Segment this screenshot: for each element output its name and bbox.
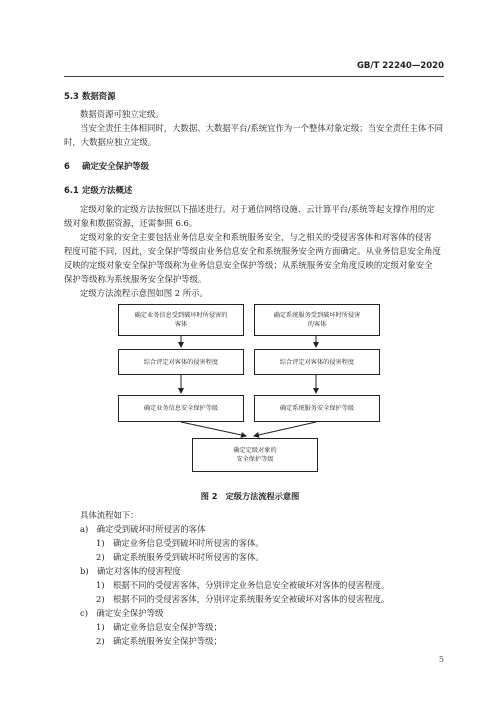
paragraph-line: 定级方法流程示意图如图 2 所示。 <box>80 288 208 298</box>
section-number: 6 <box>64 161 70 171</box>
box-line: 确定业务信息受到破坏时所侵害的 <box>134 312 228 319</box>
list-item-b2: 2) 根据不同的受侵害客体，分别评定系统服务安全被破坏对客体的侵害程度。 <box>96 594 390 604</box>
list-item-b: b) 确定对客体的侵害程度 <box>80 566 181 576</box>
paragraph-line: 定级对象的定级方法按照以下描述进行。对于通信网络设施、云计算平台/系统等起支撑作用的定 <box>80 204 435 214</box>
flow-box-identify-business-object <box>118 304 244 336</box>
list-item-c2: 2) 确定系统服务安全保护等级； <box>96 636 222 646</box>
box-line: 的客体 <box>307 321 327 328</box>
paragraph-line: 定级对象的安全主要包括业务信息安全和系统服务安全，与之相关的受侵害客体和对客体的侵害 <box>80 232 432 242</box>
paragraph-line: 级对象和数据资源，还需参照 6.6。 <box>64 218 198 228</box>
list-item-c: c) 确定安全保护等级 <box>80 608 164 618</box>
box-text: 综合评定对客体的侵害程度 <box>279 358 355 366</box>
procedure-intro: 具体流程如下： <box>80 510 139 520</box>
section-title: 数据资源 <box>82 91 116 101</box>
arrow-left-merge <box>181 422 246 436</box>
standard-number: GB/T 22240—2020 <box>356 61 444 71</box>
flow-box-business-security-level <box>118 395 244 422</box>
flow-box-assess-business-damage <box>118 349 244 375</box>
list-item-a1: 1) 确定业务信息受到破坏时所侵害的客体。 <box>96 538 264 548</box>
list-item-b1: 1) 根据不同的受侵害客体，分别评定业务信息安全被破坏对客体的侵害程度。 <box>96 580 390 590</box>
paragraph-line: 反映的定级对象安全保护等级称为业务信息安全保护等级；从系统服务安全角度反映的定级对象安全 <box>64 260 433 270</box>
list-item-a2: 2) 确定系统服务受到破坏时所侵害的客体。 <box>96 552 264 562</box>
paragraph-line: 保护等级称为系统服务安全保护等级。 <box>64 274 207 284</box>
flow-box-identify-service-object <box>254 304 380 336</box>
arrow-right-merge <box>254 422 316 436</box>
list-item-c1: 1) 确定业务信息安全保护等级； <box>96 622 222 632</box>
box-text: 综合评定对客体的侵害程度 <box>143 358 219 366</box>
flow-box-assess-service-damage <box>254 349 380 375</box>
paragraph-line: 时，大数据应独立定级。 <box>64 137 157 147</box>
section-title: 确定安全保护等级 <box>82 161 149 171</box>
page-number: 5 <box>438 655 444 664</box>
list-item-a: a) 确定受到破坏时所侵害的客体 <box>80 524 206 534</box>
figure-caption: 图 2 定级方法流程示意图 <box>200 491 300 501</box>
paragraph-line: 当安全责任主体相同时，大数据、大数据平台/系统宜作为一个整体对象定级；当安全责任主体不同 <box>80 123 443 133</box>
box-line: 安全保护等级 <box>236 456 274 463</box>
flow-box-service-security-level <box>254 395 380 422</box>
box-text: 确定系统服务安全保护等级 <box>279 405 355 412</box>
box-text: 确定业务信息安全保护等级 <box>143 405 219 412</box>
section-number: 6.1 <box>64 185 79 195</box>
section-title: 定级方法概述 <box>82 185 133 195</box>
box-line: 确定系统服务受到破坏时所侵害 <box>273 312 361 319</box>
box-line: 确定定级对象的 <box>233 447 277 454</box>
flow-box-final-security-level <box>192 438 318 472</box>
paragraph: 数据资源可独立定级。 <box>80 109 164 119</box>
section-number: 5.3 <box>64 91 79 101</box>
paragraph-line: 程度可能不同，因此，安全保护等级由业务信息安全和系统服务安全两方面确定。从业务信息安全角度 <box>64 246 441 256</box>
box-line: 客体 <box>174 321 188 328</box>
